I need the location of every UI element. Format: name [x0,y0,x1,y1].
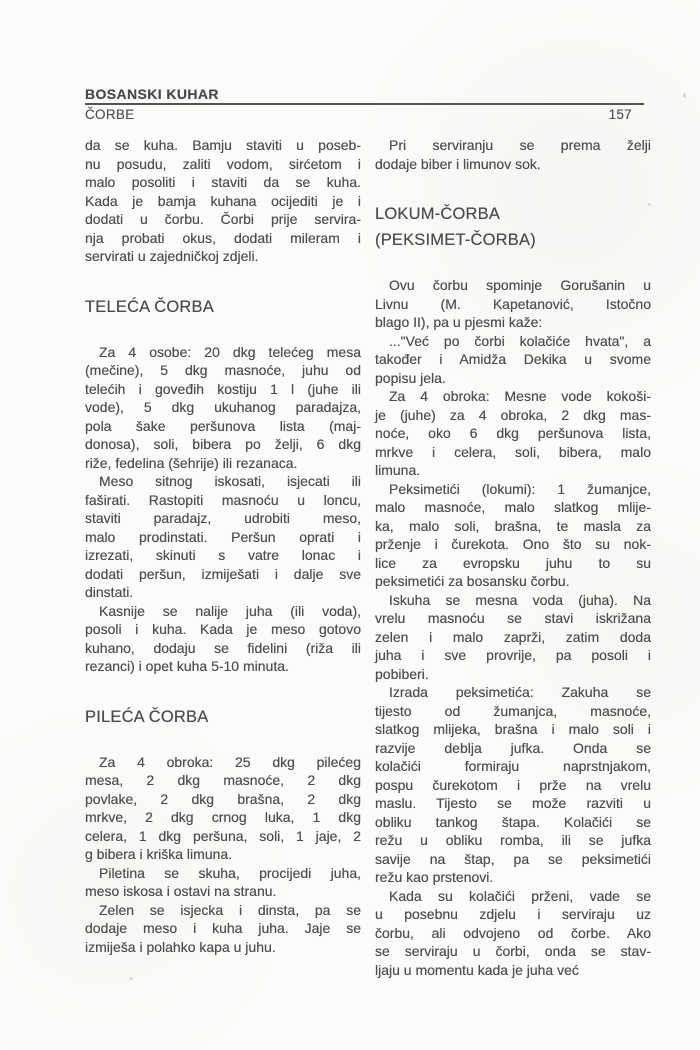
paragraph-line: peksimetići za bosansku čorbu. [375,573,570,589]
paragraph-line: ..."Već po čorbi kolačiće hvata", a [389,332,651,349]
paragraph-line: blago II), pa u pjesmi kaže: [375,314,543,330]
page-number: 157 [608,107,632,122]
paragraph-line: celera, 1 dkg peršuna, soli, 1 jaje, 2 [85,827,361,844]
paragraph-line: Ovu čorbu spominje Gorušanin u [389,277,651,293]
paragraph-line: dodaje biber i limunov sok. [375,155,541,172]
paragraph-line: Meso sitnog iskosati, isjecati ili [99,473,361,489]
paragraph-line: režu kao prstenovi. [375,869,494,885]
scan-speck [129,977,133,980]
paragraph-line: posoli i kuha. Kada je meso gotovo [85,621,361,637]
paragraph-line: vode), 5 dkg ukuhanog paradajza, [85,399,361,415]
chapter-title: ČORBE [85,107,135,122]
book-title: BOSANSKI KUHAR [85,86,219,102]
paragraph-line: ka, malo soli, brašna, te masla za [375,517,651,534]
paragraph-line: dodati u čorbu. Čorbi prije servira- [85,211,361,227]
paragraph-line: povlake, 2 dkg brašna, 2 dkg [85,790,361,807]
paragraph-line: (mečine), 5 dkg masnoće, juhu od [85,362,361,378]
paragraph [85,901,361,957]
heading-line: LOKUM-ČORBA [375,205,501,223]
paragraph [85,864,361,901]
heading-line: TELEĆA ČORBA [85,297,214,316]
paragraph-line: tijesto od žumanjca, masnoće, [375,702,651,719]
paragraph [375,136,651,173]
paragraph-line: dodaje meso i kuha juha. Jaje se [85,920,361,936]
paragraph-line: telećih i goveđih kostiju 1 l (juhe ili [85,380,361,397]
paragraph-line: ljaju u momentu kada je juha već [375,961,579,978]
paragraph-line: Peksimetići (lokumi): 1 žumanjce, [389,480,651,497]
paragraph [375,480,651,591]
paragraph-line: izmiješa i polahko kapa u juhu. [85,938,276,955]
paragraph-line: u posebnu zdjelu i serviraju uz [375,906,651,922]
paragraph-line: malo prodinstati. Peršun oprati i [85,528,361,545]
paragraph-line: faširati. Rastopiti masnoću u loncu, [85,491,361,508]
paragraph-line: izrezati, skinuti s vatre lonac i [85,547,361,563]
paragraph-line: mrkve, 2 dkg crnog luka, 1 dkg [85,809,361,825]
paragraph-line: Kasnije se nalije juha (ili voda), [99,602,361,619]
paragraph-line: meso iskosa i ostavi na stranu. [85,883,277,899]
paragraph-line: savije na štap, pa se peksimetići [375,850,651,867]
paragraph-line: Za 4 osobe: 20 dkg telećeg mesa [99,343,361,360]
paragraph-line: pobiberi. [375,665,429,682]
header-rule [85,103,644,105]
paragraph [85,472,361,602]
paragraph-line: maslu. Tijesto se može razviti u [375,795,651,811]
paragraph-line: pola šake peršunova lista (maj- [85,417,361,434]
paragraph-line: riže, fedelina (šehrije) ili rezanaca. [85,454,298,471]
paragraph-line: Izrada peksimetića: Zakuha se [389,684,651,700]
paragraph-line: servirati u zajedničkoj zdjeli. [85,248,259,264]
paragraph [375,887,651,980]
paragraph-line: dodati peršun, izmiješati i dalje sve [85,565,361,582]
paragraph-line: staviti paradajz, udrobiti meso, [85,510,361,526]
paragraph-line: Za 4 obroka: Mesne vode kokoši- [389,388,651,404]
section-heading [375,201,651,253]
paragraph-line: mrkve i celera, soli, bibera, malo [375,443,651,460]
paragraph-line: režu u obliku romba, ili se jufka [375,832,651,848]
paragraph-line: lice za evropsku juhu to su [375,554,651,571]
paragraph-line: također i Amidža Dekika u svome [375,351,651,367]
paragraph-line: razvije deblja jufka. Onda se [375,739,651,756]
paragraph-line: kolačići formiraju naprstnjakom, [375,758,651,774]
paragraph-line: Pri serviranju se prema želji [389,137,651,153]
paragraph-line: Kada su kolačići prženi, vade se [389,887,651,904]
paragraph-line: se serviraju u čorbi, onda se stav- [375,943,651,959]
paragraph-line: čorbu, ali odvojeno od čorbe. Ako [375,924,651,941]
paragraph-line: prženje i čurekota. Ono što su nok- [375,536,651,552]
paragraph [375,591,651,684]
page-header [0,0,700,122]
paragraph-line: malo posoliti i staviti da se kuha. [85,174,361,190]
paragraph [375,683,651,887]
paragraph-line: malo masnoće, malo slatkog mlije- [375,499,651,515]
paragraph [375,276,651,332]
paragraph-line: dinstati. [85,584,134,600]
chapter-row [85,107,648,122]
scan-speck [683,93,686,98]
paragraph-line: rezanci) i opet kuha 5-10 minuta. [85,658,289,674]
paragraph-line: pospu čurekotom i prže na vrelu [375,776,651,793]
paragraph [85,602,361,676]
paragraph-line: Za 4 obroka: 25 dkg pilećeg [99,753,361,770]
paragraph-line: nja probati okus, dodati mileram i [85,229,361,246]
paragraph [375,332,651,388]
paragraph [375,387,651,480]
paragraph-line: kuhano, dodaju se fidelini (riža ili [85,639,361,656]
paragraph [85,136,361,266]
paragraph-line: mesa, 2 dkg masnoće, 2 dkg [85,772,361,788]
section-heading [85,704,361,730]
paragraph-line: da se kuha. Bamju staviti u poseb- [85,137,361,153]
scan-speck [648,203,651,206]
page-content [0,122,700,979]
paragraph-line: Livnu (M. Kapetanović, Istočno [375,295,651,312]
paragraph [85,343,361,473]
paragraph-line: Iskuha se mesna voda (juha). Na [389,591,651,608]
paragraph-line: Zelen se isjecka i dinsta, pa se [99,901,361,918]
heading-line: PILEĆA ČORBA [85,707,209,726]
column-right [375,136,651,979]
paragraph-line: g bibera i kriška limuna. [85,846,233,862]
paragraph-line: zelen i malo zaprži, zatim doda [375,628,651,645]
paragraph-line: slatkog mlijeka, brašna i malo soli i [375,721,651,737]
paragraph-line: vrelu masnoću se stavi iskrižana [375,610,651,626]
paragraph-line: je (juhe) za 4 obroka, 2 dkg mas- [375,406,651,423]
paragraph-line: nu posudu, zaliti vodom, sirćetom i [85,155,361,172]
paragraph-line: donosa), soli, bibera po želji, 6 dkg [85,436,361,452]
paragraph-line: limuna. [375,462,421,478]
heading-line: (PEKSIMET-ČORBA) [375,231,536,249]
paragraph-line: juha i sve provrije, pa posoli i [375,647,651,663]
section-heading [85,294,361,320]
paragraph-line: obliku tankog štapa. Kolačići se [375,813,651,830]
paragraph-line: popisu jela. [375,369,446,386]
paragraph-line: Kada je bamja kuhana ocijediti je i [85,192,361,209]
paragraph [85,753,361,864]
paragraph-line: noće, oko 6 dkg peršunova lista, [375,425,651,441]
paragraph-line: Piletina se skuha, procijedi juha, [99,864,361,881]
column-left [85,136,361,979]
